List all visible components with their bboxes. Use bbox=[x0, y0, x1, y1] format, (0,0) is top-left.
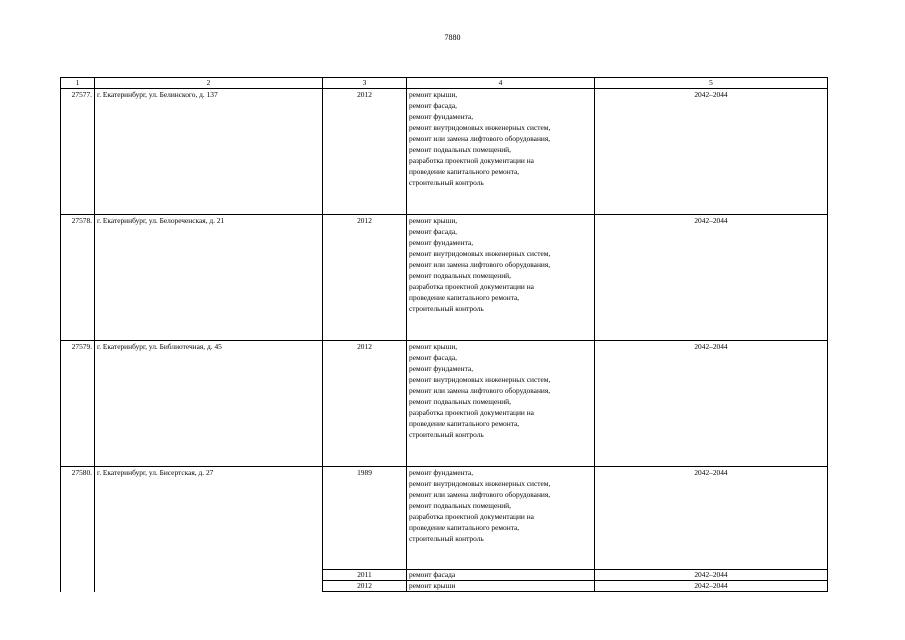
row-works bbox=[407, 215, 595, 341]
subrow-period: 2042–2044 bbox=[595, 570, 828, 581]
table-row bbox=[61, 467, 828, 570]
row-number: 27577. bbox=[61, 89, 95, 215]
work-item: ремонт фундамента, bbox=[409, 112, 474, 121]
work-item: ремонт подвальных помещений, bbox=[409, 501, 511, 510]
work-item: ремонт крыши, bbox=[409, 342, 458, 351]
work-item: ремонт внутридомовых инженерных систем, bbox=[409, 375, 551, 384]
work-item: ремонт подвальных помещений, bbox=[409, 145, 511, 154]
work-item: ремонт или замена лифтового оборудования, bbox=[409, 260, 551, 269]
work-item: ремонт подвальных помещений, bbox=[409, 271, 511, 280]
row-period: 2042–2044 bbox=[595, 467, 828, 570]
work-item: проведение капитального ремонта, bbox=[409, 293, 520, 302]
work-item: ремонт подвальных помещений, bbox=[409, 397, 511, 406]
work-item: строительный контроль bbox=[409, 534, 484, 543]
row-address: г. Екатеринбург, ул. Бисертская, д. 27 bbox=[95, 467, 323, 592]
work-item: ремонт внутридомовых инженерных систем, bbox=[409, 123, 551, 132]
work-item: разработка проектной документации на bbox=[409, 282, 534, 291]
row-works bbox=[407, 467, 595, 570]
work-item: разработка проектной документации на bbox=[409, 512, 534, 521]
subrow-work: ремонт фасада bbox=[407, 570, 595, 581]
header-col-4: 4 bbox=[407, 78, 595, 89]
work-item: ремонт фундамента, bbox=[409, 238, 474, 247]
row-period: 2042–2044 bbox=[595, 89, 828, 215]
row-year: 2012 bbox=[323, 341, 407, 467]
work-item: ремонт или замена лифтового оборудования, bbox=[409, 490, 551, 499]
header-col-1: 1 bbox=[61, 78, 95, 89]
repair-schedule-table bbox=[60, 77, 828, 592]
subrow-year: 2011 bbox=[323, 570, 407, 581]
row-address: г. Екатеринбург, ул. Белореченская, д. 21 bbox=[95, 215, 323, 341]
table-row bbox=[61, 89, 828, 215]
table-row bbox=[61, 341, 828, 467]
work-item: ремонт внутридомовых инженерных систем, bbox=[409, 249, 551, 258]
row-year: 2012 bbox=[323, 89, 407, 215]
row-period: 2042–2044 bbox=[595, 215, 828, 341]
header-row bbox=[61, 78, 828, 89]
table-row bbox=[61, 215, 828, 341]
row-year: 2012 bbox=[323, 215, 407, 341]
work-item: ремонт фундамента, bbox=[409, 468, 474, 477]
work-item: ремонт или замена лифтового оборудования, bbox=[409, 134, 551, 143]
row-number: 27580. bbox=[61, 467, 95, 592]
work-item: проведение капитального ремонта, bbox=[409, 523, 520, 532]
row-number: 27578. bbox=[61, 215, 95, 341]
header-col-2: 2 bbox=[95, 78, 323, 89]
work-item: ремонт фасада, bbox=[409, 353, 457, 362]
row-address: г. Екатеринбург, ул. Библиотечная, д. 45 bbox=[95, 341, 323, 467]
work-item: ремонт внутридомовых инженерных систем, bbox=[409, 479, 551, 488]
row-works bbox=[407, 89, 595, 215]
work-item: строительный контроль bbox=[409, 178, 484, 187]
row-number: 27579. bbox=[61, 341, 95, 467]
row-period: 2042–2044 bbox=[595, 341, 828, 467]
work-item: проведение капитального ремонта, bbox=[409, 167, 520, 176]
header-col-3: 3 bbox=[323, 78, 407, 89]
row-year: 1989 bbox=[323, 467, 407, 570]
work-item: ремонт фундамента, bbox=[409, 364, 474, 373]
work-item: разработка проектной документации на bbox=[409, 408, 534, 417]
work-item: ремонт фасада, bbox=[409, 101, 457, 110]
work-item: ремонт или замена лифтового оборудования, bbox=[409, 386, 551, 395]
row-address: г. Екатеринбург, ул. Белинского, д. 137 bbox=[95, 89, 323, 215]
work-item: ремонт крыши, bbox=[409, 90, 458, 99]
work-item: разработка проектной документации на bbox=[409, 156, 534, 165]
work-item: строительный контроль bbox=[409, 304, 484, 313]
work-item: проведение капитального ремонта, bbox=[409, 419, 520, 428]
work-item: ремонт крыши, bbox=[409, 216, 458, 225]
work-item: строительный контроль bbox=[409, 430, 484, 439]
row-works bbox=[407, 341, 595, 467]
header-col-5: 5 bbox=[595, 78, 828, 89]
subrow-work: ремонт крыши bbox=[407, 581, 595, 592]
subrow-year: 2012 bbox=[323, 581, 407, 592]
work-item: ремонт фасада, bbox=[409, 227, 457, 236]
subrow-period: 2042–2044 bbox=[595, 581, 828, 592]
page-number: 7880 bbox=[444, 33, 461, 42]
